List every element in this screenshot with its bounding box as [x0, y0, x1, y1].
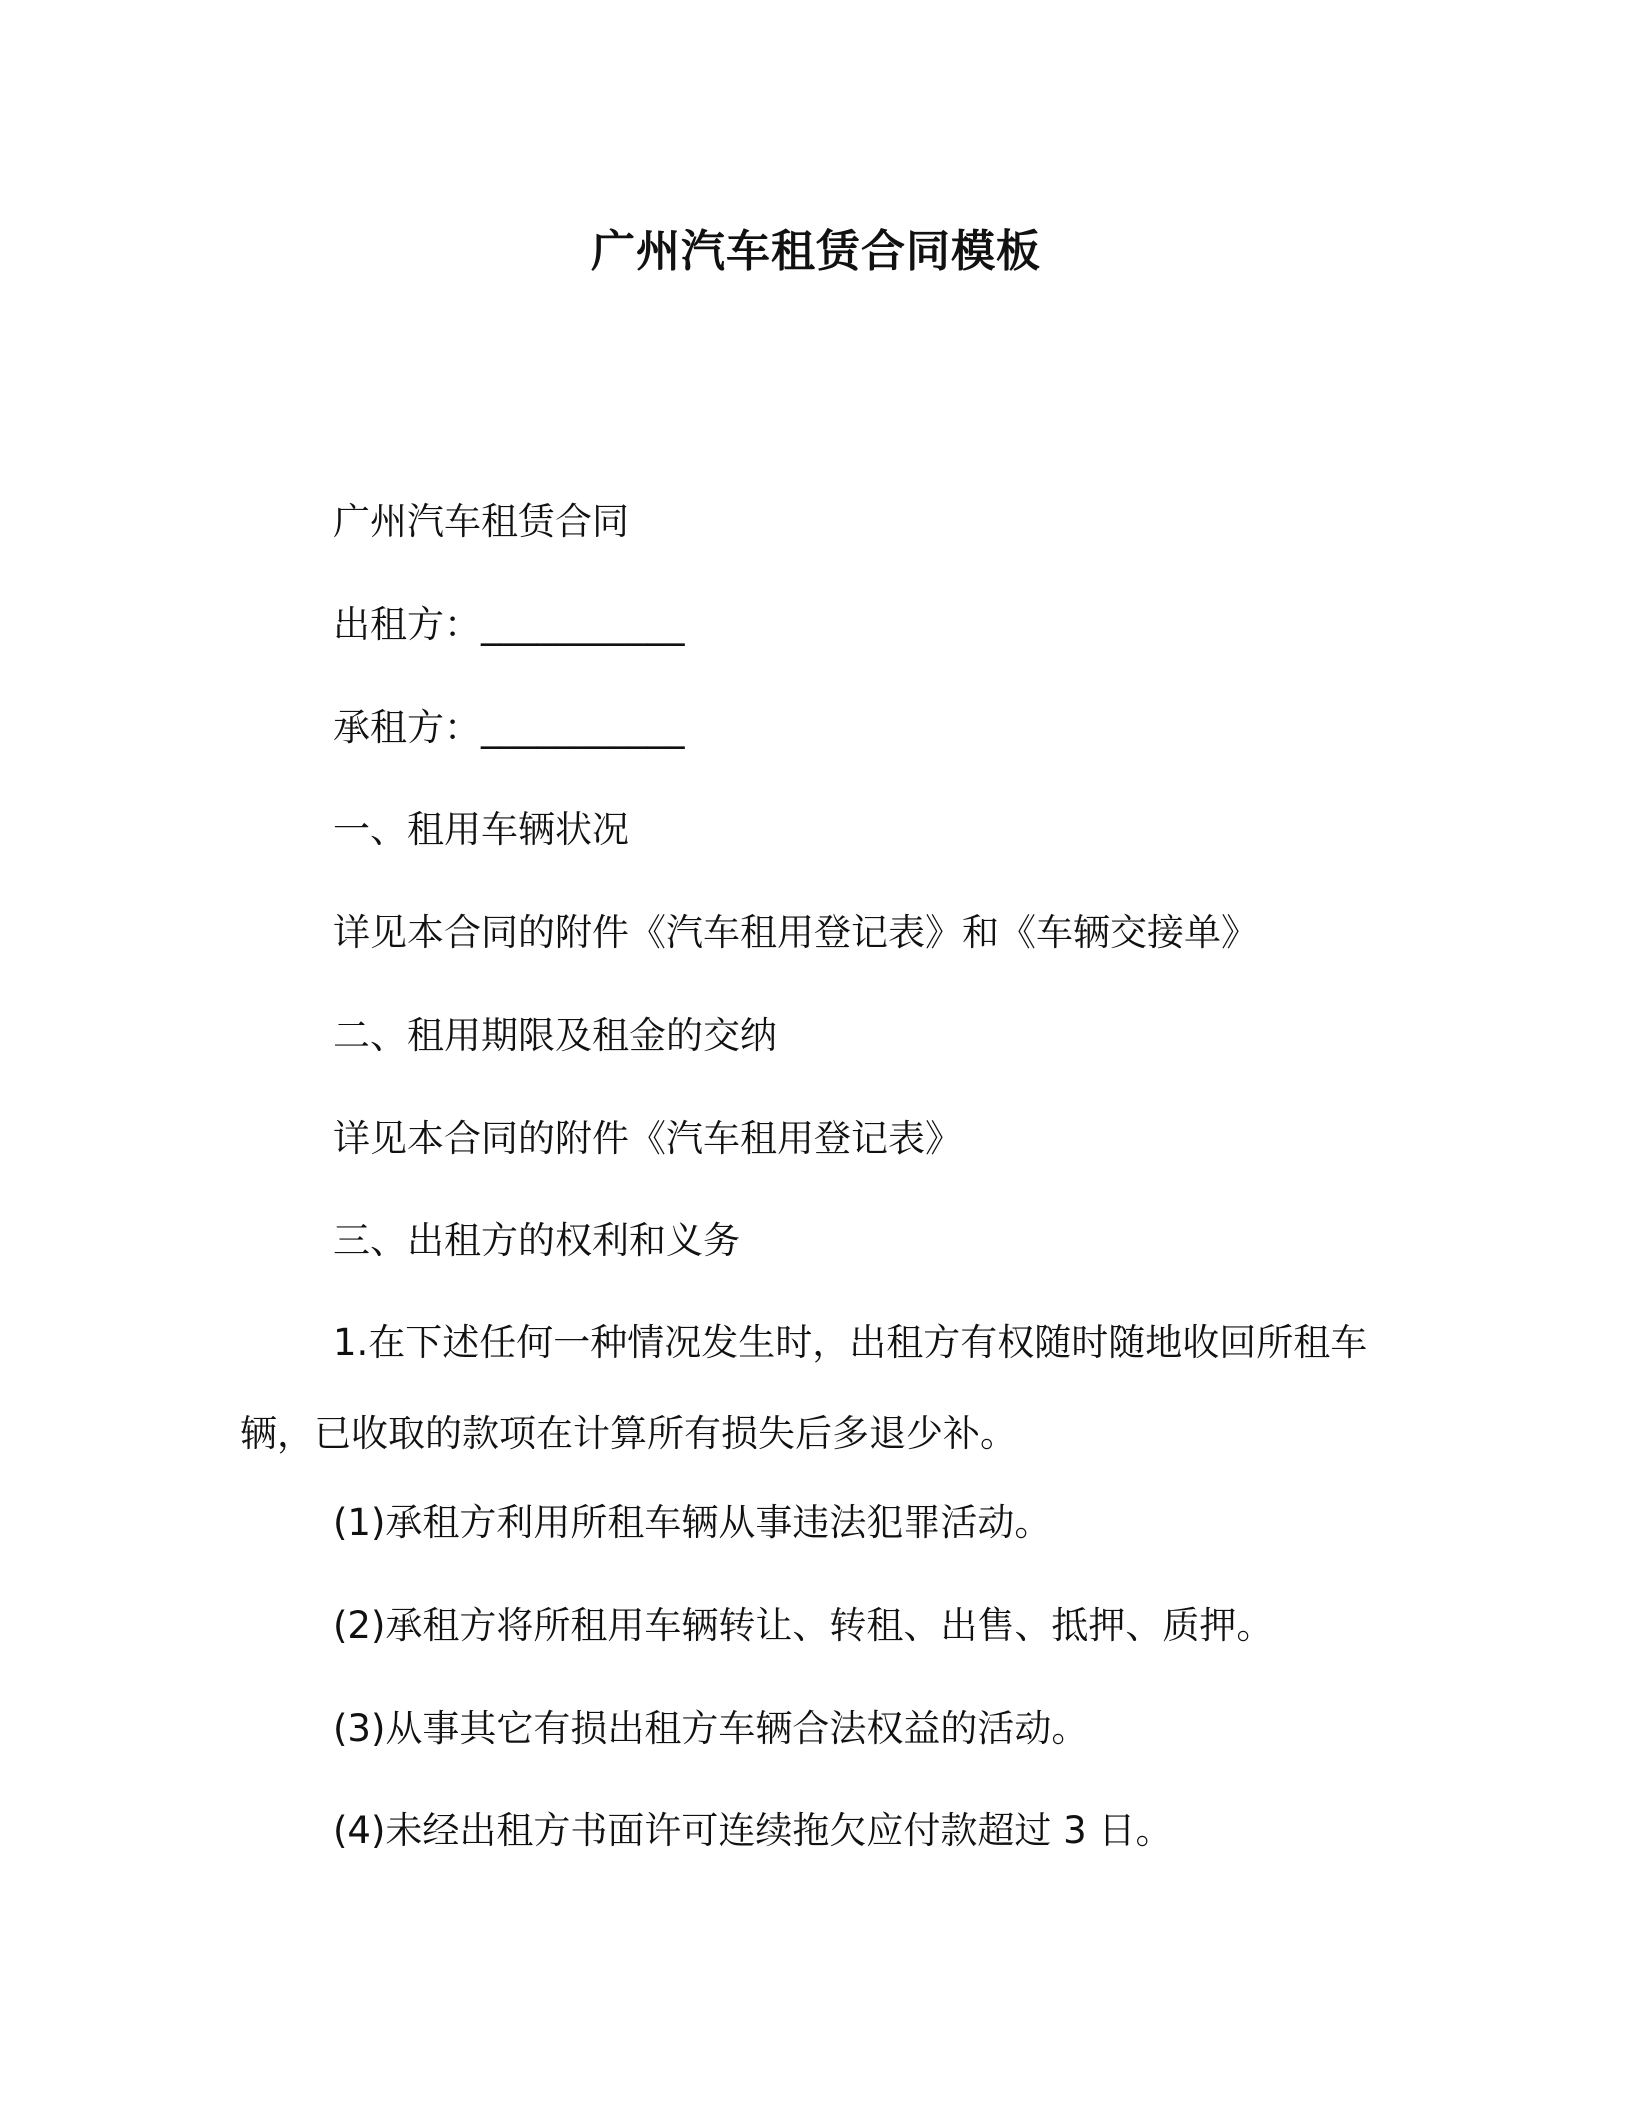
- section2-heading: 二、租用期限及租金的交纳: [333, 1014, 777, 1057]
- section1-body: 详见本合同的附件《汽车租用登记表》和《车辆交接单》: [333, 911, 1258, 954]
- section3-clause1: 1.在下述任何一种情况发生时，出租方有权随时随地收回所租车辆，已收取的款项在计算所有损失后多退少补。: [240, 1321, 1368, 1455]
- section2-body: 详见本合同的附件《汽车租用登记表》: [333, 1117, 962, 1160]
- lessee-line: 承租方：___________: [333, 706, 685, 749]
- section1-heading: 一、租用车辆状况: [333, 808, 629, 851]
- list-item: (4)未经出租方书面许可连续拖欠应付款超过 3 日。: [333, 1809, 1173, 1852]
- section3-heading: 三、出租方的权利和义务: [333, 1219, 740, 1262]
- lessor-line: 出租方：___________: [333, 603, 685, 646]
- document-title: 广州汽车租赁合同模板: [591, 226, 1041, 277]
- contract-subtitle: 广州汽车租赁合同: [333, 500, 629, 543]
- list-item: (3)从事其它有损出租方车辆合法权益的活动。: [333, 1707, 1089, 1750]
- list-item: (2)承租方将所租用车辆转让、转租、出售、抵押、质押。: [333, 1604, 1274, 1647]
- list-item: (1)承租方利用所租车辆从事违法犯罪活动。: [333, 1501, 1052, 1544]
